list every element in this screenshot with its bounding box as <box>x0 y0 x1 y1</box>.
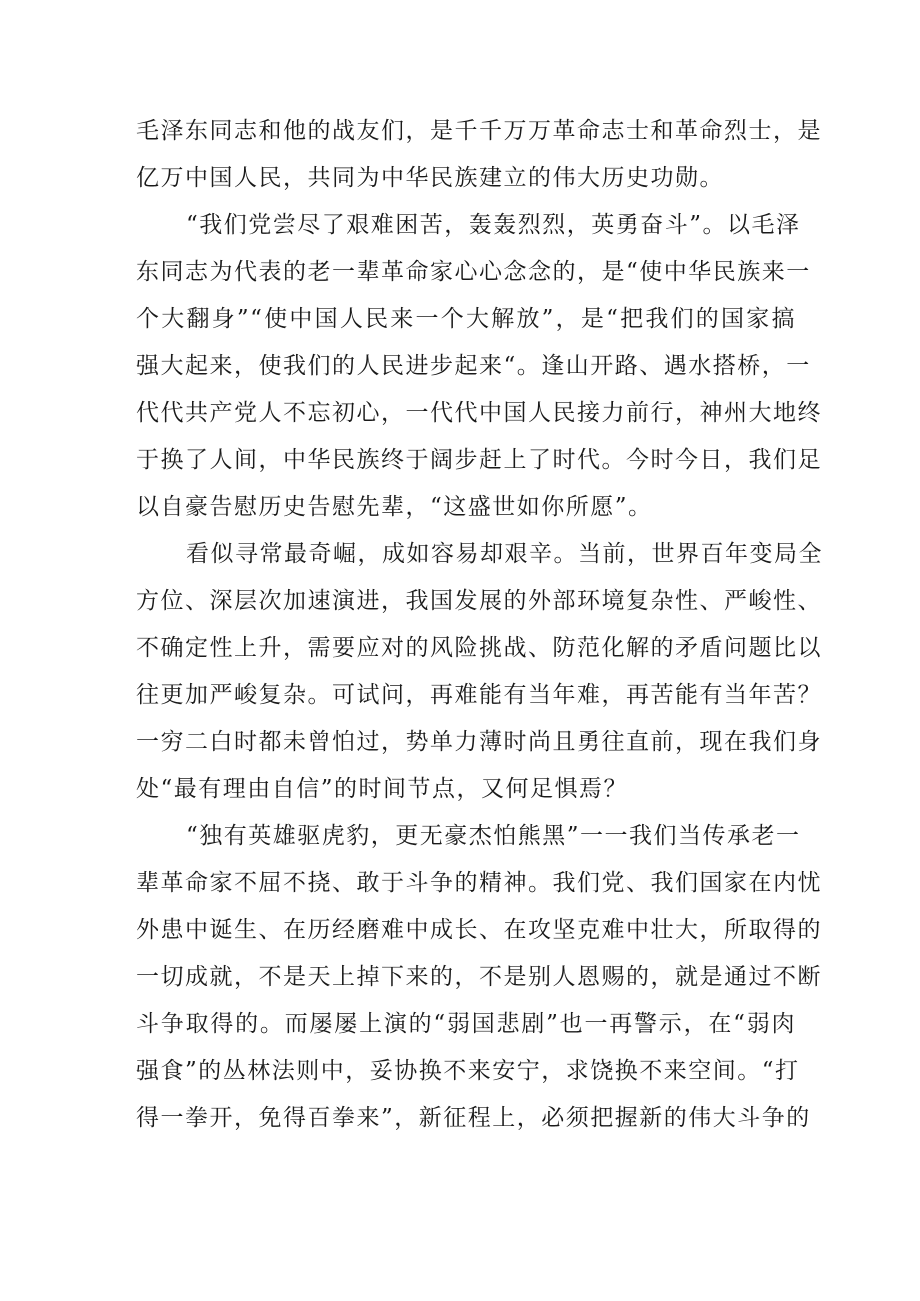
text-line: 以自豪告慰历史告慰先辈，“这盛世如你所愿”。 <box>136 494 653 520</box>
text-line: 外患中诞生、在历经磨难中成长、在攻坚克难中壮大，所取得的 <box>136 917 822 943</box>
text-line: 强食”的丛林法则中，妥协换不来安宁，求饶换不来空间。“打 <box>136 1058 800 1084</box>
text-line: 往更加严峻复杂。可试问，再难能有当年难，再苦能有当年苦？ <box>136 682 822 708</box>
text-line: “我们党尝尽了艰难困苦，轰轰烈烈，英勇奋斗”。以毛泽 <box>186 212 801 238</box>
text-line: 于换了人间，中华民族终于阔步赶上了时代。今时今日，我们足 <box>136 447 822 473</box>
text-line: 得一拳开，免得百拳来”，新征程上，必须把握新的伟大斗争的 <box>136 1105 811 1131</box>
text-line: 看似寻常最奇崛，成如容易却艰辛。当前，世界百年变局全 <box>186 541 823 567</box>
text-line: “独有英雄驱虎豹，更无豪杰怕熊黑”一一我们当传承老一 <box>186 823 801 849</box>
text-line: 处“最有理由自信”的时间节点，又何足惧焉？ <box>136 776 629 802</box>
text-line: 不确定性上升，需要应对的风险挑战、防范化解的矛盾问题比以 <box>136 635 822 661</box>
text-line: 毛泽东同志和他的战友们，是千千万万革命志士和革命烈士，是 <box>136 118 822 144</box>
text-line: 方位、深层次加速演进，我国发展的外部环境复杂性、严峻性、 <box>136 588 822 614</box>
text-line: 强大起来，使我们的人民进步起来“。逢山开路、遇水搭桥，一 <box>136 353 811 379</box>
text-line: 亿万中国人民，共同为中华民族建立的伟大历史功勋。 <box>136 165 724 191</box>
text-line: 代代共产党人不忘初心，一代代中国人民接力前行，神州大地终 <box>136 400 822 426</box>
text-line: 一切成就，不是天上掉下来的，不是别人恩赐的，就是通过不断 <box>136 964 822 990</box>
text-line: 东同志为代表的老一辈革命家心心念念的，是“使中华民族来一 <box>136 259 811 285</box>
text-line: 一穷二白时都未曾怕过，势单力薄时尚且勇往直前，现在我们身 <box>136 729 822 755</box>
text-line: 辈革命家不屈不挠、敢于斗争的精神。我们党、我们国家在内忧 <box>136 870 822 896</box>
text-line: 个大翻身”“使中国人民来一个大解放”，是“把我们的国家搞 <box>136 306 796 332</box>
text-line: 斗争取得的。而屡屡上演的“弱国悲剧”也一再警示，在“弱肉 <box>136 1011 796 1037</box>
body-text <box>136 108 823 1142</box>
